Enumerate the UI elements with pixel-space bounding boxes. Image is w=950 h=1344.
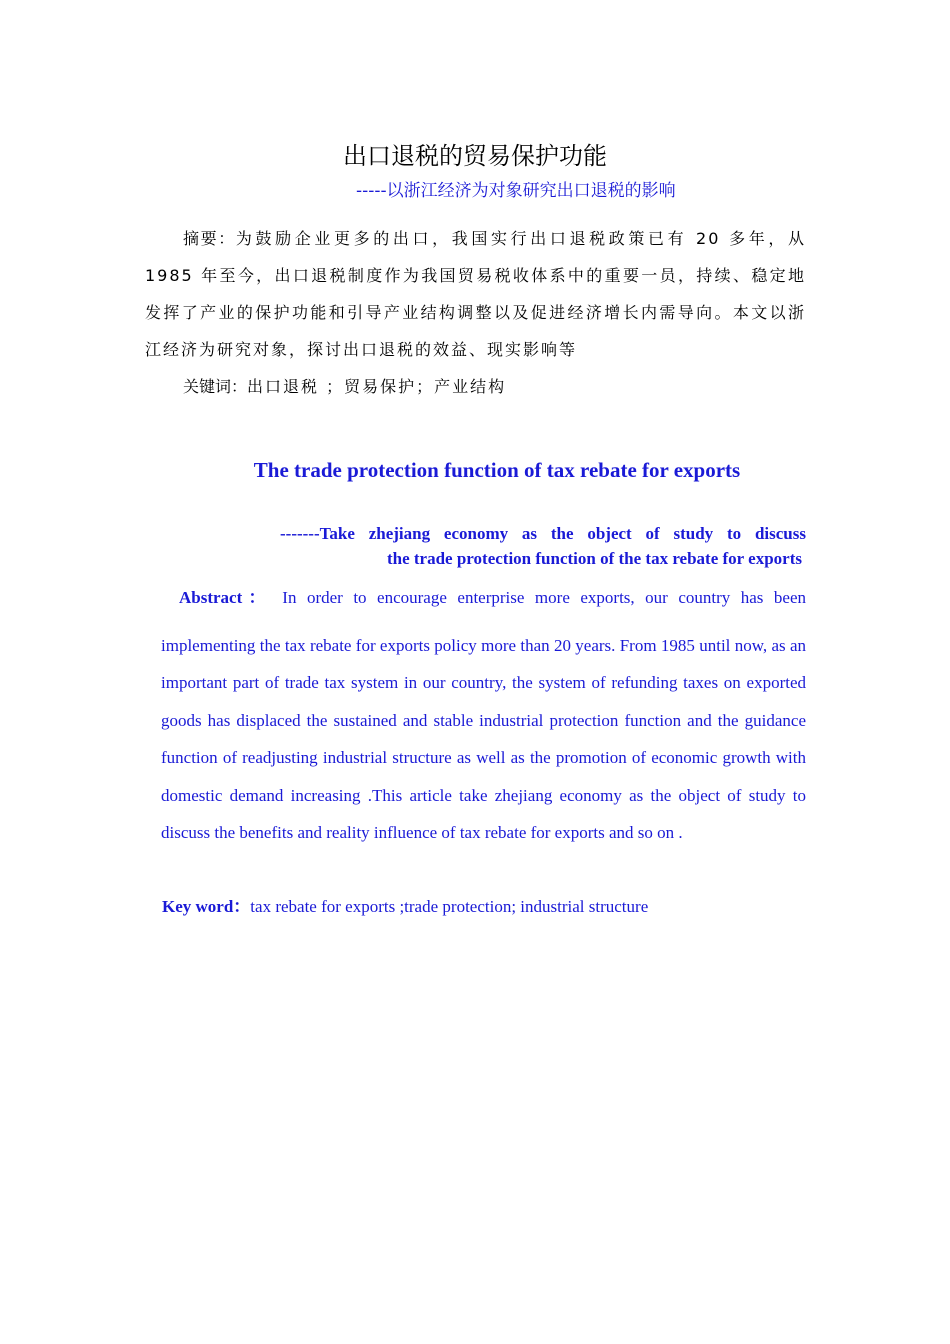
english-abstract-label: Abstract： bbox=[179, 588, 272, 607]
english-keywords bbox=[162, 893, 648, 921]
chinese-subtitle: -----以浙江经济为对象研究出口退税的影响 bbox=[356, 181, 676, 201]
english-keywords-label: Key word： bbox=[162, 897, 251, 916]
english-abstract-first-text: In order to encourage enterprise more exports, our country has been bbox=[282, 588, 807, 607]
english-abstract-first-line bbox=[179, 584, 806, 612]
chinese-abstract-label: 摘要： bbox=[183, 229, 236, 248]
chinese-keywords bbox=[183, 368, 506, 405]
chinese-keywords-text: 出口退税 ；贸易保护；产业结构 bbox=[247, 377, 507, 396]
chinese-abstract bbox=[145, 220, 806, 368]
english-keywords-text: tax rebate for exports ;trade protection; industrial structure bbox=[250, 897, 649, 916]
chinese-abstract-text: 为鼓励企业更多的出口，我国实行出口退税政策已有 20 多年，从 1985 年至今，出口退税制度作为我国贸易税收体系中的重要一员，持续、稳定地发挥了产业的保护功能和引导产业结构调整以及促进经济增长内需导向。本文以浙江经济为研究对象，探讨出口退税的效益、现实影响等 bbox=[145, 229, 806, 359]
chinese-keywords-label: 关键词： bbox=[183, 377, 248, 396]
english-subtitle-line-2: the trade protection function of the tax rebate for exports bbox=[386, 549, 802, 568]
chinese-title: 出口退税的贸易保护功能 bbox=[343, 142, 607, 170]
english-subtitle-line-1: -------Take zhejiang economy as the object of study to discuss bbox=[280, 524, 806, 543]
english-title: The trade protection function of tax rebate for exports bbox=[253, 458, 741, 482]
english-subtitle bbox=[280, 521, 806, 571]
english-abstract-body: implementing the tax rebate for exports policy more than 20 years. From 1985 until now, as an important part of trade tax system in our country, the system of refunding taxes on exported goods has displaced the sustained and stable industrial protection function and the guidance function of readjusting industrial structure as well as the promotion of economic growth with domestic demand increasing .This article take zhejiang economy as the object of study to discuss the benefits and reality influence of tax rebate for exports and so on . bbox=[161, 636, 806, 843]
